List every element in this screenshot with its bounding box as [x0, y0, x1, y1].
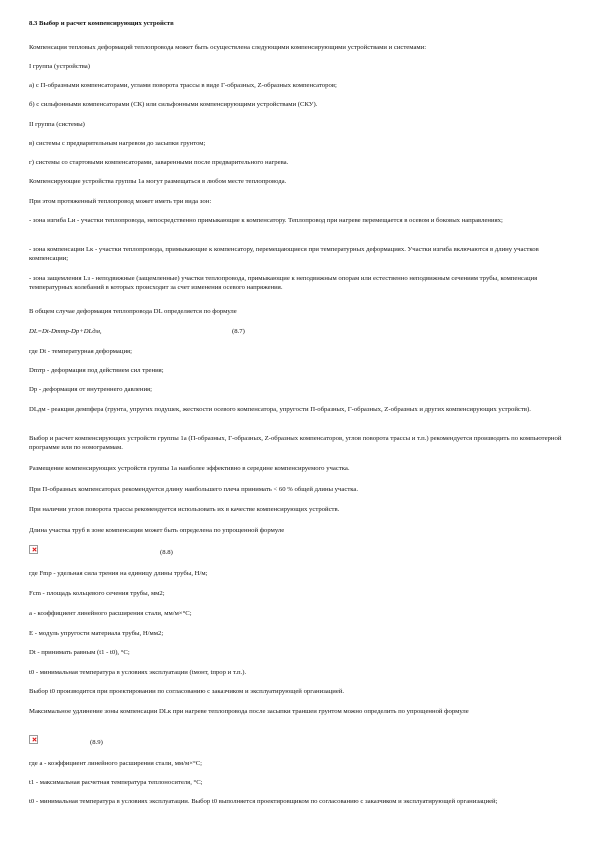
paragraph: Выбор t0 производится при проектировании по согласованию с заказчиком и эксплуатирующей организацией.: [29, 688, 345, 695]
formula: DL=Dt-Dmтр-Dp+DLдм,: [29, 328, 102, 335]
broken-image-icon: [29, 545, 38, 554]
paragraph: E - модуль упругости материала трубы, Н/мм2;: [29, 630, 164, 637]
section-heading: 8.3 Выбор и расчет компенсирующих устройств: [29, 20, 174, 27]
paragraph: Dp - деформация от внутреннего давления;: [29, 386, 152, 393]
paragraph: При П-образных компенсаторах рекомендуется длину наибольшего плеча принимать < 60 % общей длины участка.: [29, 486, 359, 493]
broken-image-icon: [29, 735, 38, 744]
formula-number: (8.8): [160, 549, 173, 556]
paragraph: Dmтр - деформация под действием сил трения;: [29, 367, 164, 374]
paragraph: где Dt - температурная деформация;: [29, 348, 132, 355]
paragraph: II группа (системы): [29, 121, 85, 128]
paragraph: где a - коэффициент линейного расширения стали, мм/м×°С;: [29, 760, 203, 767]
paragraph: В общем случае деформация теплопровода DL определяется по формуле: [29, 308, 237, 315]
paragraph: где Fmр - удельная сила трения на единицу длины трубы, Н/м;: [29, 570, 208, 577]
paragraph: Максимальное удлинение зоны компенсации DLк при нагреве теплопровода после засыпки траншеи грунтом можно определить по упрощенной формуле: [29, 708, 469, 715]
paragraph: г) системы со стартовыми компенсаторами, заваренными после предварительного нагрева.: [29, 159, 289, 166]
paragraph: t1 - максимальная расчетная температура теплоносителя, °С;: [29, 779, 203, 786]
paragraph: - зона изгиба Lи - участки теплопровода, непосредственно примыкающие к компенсатору. Теплопровод при нагреве перемещается в осевом и боковых направлениях;: [29, 217, 503, 224]
paragraph: в) системы с предварительным нагревом до засыпки грунтом;: [29, 140, 206, 147]
paragraph: t0 - минимальная температура в условиях эксплуатации. Выбор t0 выполняется проектировщиком по согласованию с заказчиком и эксплуатирующей организацией;: [29, 798, 498, 805]
paragraph: а) с П-образными компенсаторами, углами поворота трассы в виде Г-образных, Z-образных компенсаторов;: [29, 82, 337, 89]
paragraph: Компенсирующие устройства группы 1а могут размещаться в любом месте теплопровода.: [29, 178, 287, 185]
paragraph: DLдм - реакция демпфера (грунта, упругих подушек, жесткости осевого компенсатора, упругости П-образных, Г-образных, Z-образных и других компенсирующих устройств).: [29, 406, 531, 413]
paragraph: - зона защемления Lз - неподвижные (защемленные) участки теплопровода, примыкающие к неподвижным опорам или естественно неподвижным сечениям трубы, компенсация температурных колебаний в которых происходит за счет изменения осевого напряжения.: [29, 275, 538, 291]
paragraph: t0 - минимальная температура в условиях эксплуатации (tмонт, tпроp и т.п.).: [29, 669, 247, 676]
paragraph: Длина участка труб в зоне компенсации может быть определена по упрощенной формуле: [29, 527, 285, 534]
paragraph: - зона компенсации Lк - участки теплопровода, примыкающие к компенсатору, перемещающиеся при температурных деформациях. Участки изгиба включаются в длину участков компенсации;: [29, 246, 539, 262]
paragraph: Выбор и расчет компенсирующих устройств группы 1а (П-образных, Г-образных, Z-образных компенсаторов, углов поворота трассы и т.п.) рекомендуется производить по компьютерной программе или по номограммам.: [29, 435, 562, 451]
paragraph: Dt - принимать равным (t1 - t0), °С;: [29, 649, 130, 656]
formula-number: (8.9): [90, 739, 103, 746]
paragraph: a - коэффициент линейного расширения стали, мм/м×°С;: [29, 610, 192, 617]
paragraph: Размещение компенсирующих устройств группы 1а наиболее эффективно в середине компенсируемого участка.: [29, 465, 350, 472]
paragraph: Компенсация тепловых деформаций теплопровода может быть осуществлена следующими компенсирующими устройствами и системами:: [29, 44, 427, 51]
paragraph: Fсm - площадь кольцевого сечения трубы, мм2;: [29, 590, 165, 597]
paragraph: При наличии углов поворота трассы рекомендуется использовать их в качестве компенсирующих устройств.: [29, 506, 340, 513]
paragraph: б) с сильфонными компенсаторами (СК) или сильфонными компенсирующими устройствами (СКУ).: [29, 101, 318, 108]
formula-number: (8.7): [232, 328, 245, 335]
paragraph: При этом протяженный теплопровод может иметь три вида зон:: [29, 198, 212, 205]
paragraph: I группа (устройства): [29, 63, 91, 70]
